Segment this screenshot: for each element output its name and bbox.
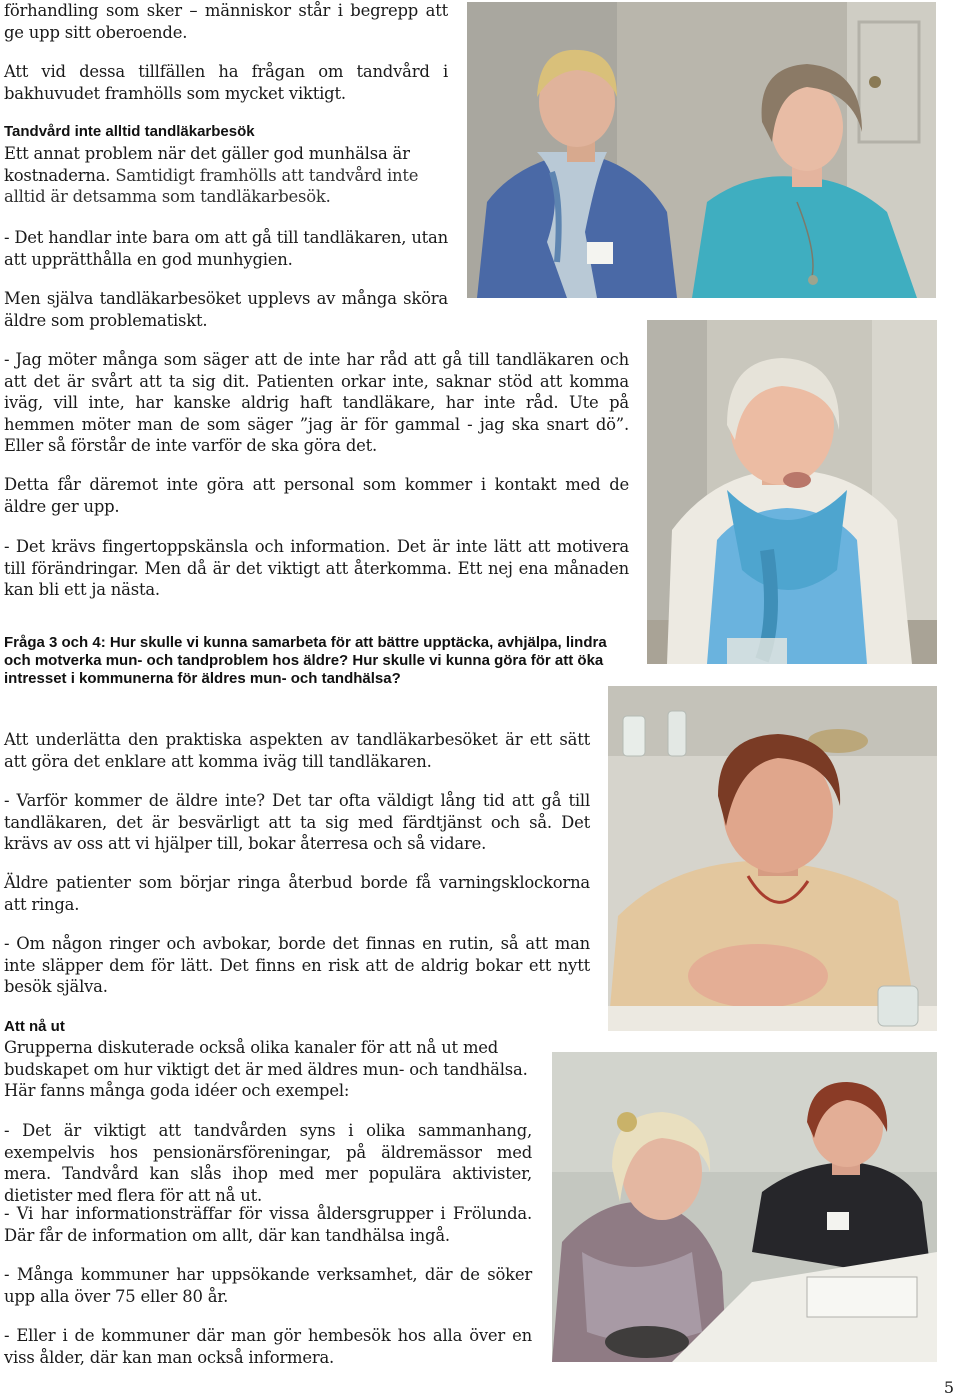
- quote-paragraph: - Det är viktigt att tandvården syns i olika sammanhang, exempelvis hos pensionärsföreningar, på äldremässor med mera. Tandvård kan slås ihop med mer populära aktivister, dietister med flera för att nå ut.: [4, 1121, 532, 1205]
- paragraph: [4, 143, 448, 208]
- quote-paragraph: - Vi har informationsträffar för vissa åldersgrupper i Frölunda. Där får de information om allt, där kan tandhälsa ingå.: [4, 1204, 532, 1245]
- quote-paragraph: - Många kommuner har uppsökande verksamhet, där de söker upp alla över 75 eller 80 år.: [4, 1265, 532, 1306]
- paragraph: Att underlätta den praktiska aspekten av tandläkarbesöket är ett sätt att göra det enklare att komma iväg till tandläkaren.: [4, 730, 590, 771]
- quote-paragraph: - Om någon ringer och avbokar, borde det finnas en rutin, så att man inte släpper dem för lätt. Det finns en risk att de aldrig bokar ett nytt besök själva.: [4, 934, 590, 997]
- photo-two-women: [467, 2, 936, 298]
- photo-two-women-at-table: [552, 1052, 937, 1362]
- paragraph: Men själva tandläkarbesöket upplevs av många sköra äldre som problematiskt.: [4, 289, 448, 330]
- quote-paragraph: - Jag möter många som säger att de inte har råd att gå till tandläkaren och att det är svårt att ta sig dit. Patienten orkar inte, saknar stöd att komma iväg, vill inte, har kanske aldrig haft tandläkare, har inte råd. Ute på hemmen möter man de som säger ”jag är för gammal - jag ska snart dö”. Eller så förstår de inte varför de ska göra det.: [4, 350, 629, 456]
- photo-woman-speaking: [647, 320, 937, 664]
- paragraph: Detta får däremot inte göra att personal som kommer i kontakt med de äldre ger upp.: [4, 475, 629, 516]
- page-number: 5: [943, 1378, 954, 1397]
- paragraph: Grupperna diskuterade också olika kanaler för att nå ut med budskapet om hur viktigt det är med äldres mun- och tandhälsa. Här fanns många goda idéer och exempel:: [4, 1038, 528, 1101]
- section-heading: Fråga 3 och 4: Hur skulle vi kunna samarbeta för att bättre upptäcka, avhjälpa, lindra och motverka mun- och tandproblem hos äldre? Hur skulle vi kunna göra för att öka intresset i kommunerna för äldres mun- och tandhälsa?: [4, 634, 607, 687]
- paragraph: Att vid dessa tillfällen ha frågan om tandvård i bakhuvudet framhölls som mycket viktigt.: [4, 62, 448, 103]
- paragraph-text: Samtidigt framhölls att tandvård inte alltid är detsamma som tandläkarbesök.: [4, 165, 419, 207]
- paragraph-text: Ett annat problem när det gäller god munhälsa är kostnaderna.: [4, 144, 410, 185]
- quote-paragraph: - Varför kommer de äldre inte? Det tar ofta väldigt lång tid att gå till tandläkaren, det är besvärligt att ta sig med färdtjänst och så. Det krävs av oss att vi hjälper till, bokar återresa och så vidare.: [4, 791, 590, 854]
- section-heading: Tandvård inte alltid tandläkarbesök: [4, 123, 255, 140]
- quote-paragraph: - Det krävs fingertoppskänsla och information. Det är inte lätt att motivera till förändringar. Men då är det viktigt att återkomma. Ett nej ena månaden kan bli ett ja nästa.: [4, 537, 629, 600]
- quote-paragraph: - Eller i de kommuner där man gör hembesök hos alla över en viss ålder, där kan man också informera.: [4, 1326, 532, 1367]
- paragraph: Äldre patienter som börjar ringa återbud borde få varningsklockorna att ringa.: [4, 873, 590, 914]
- quote-paragraph: - Det handlar inte bara om att gå till tandläkaren, utan att upprätthålla en god munhygien.: [4, 228, 448, 269]
- section-heading: Att nå ut: [4, 1018, 65, 1035]
- paragraph-continued: förhandling som sker – människor står i begrepp att ge upp sitt oberoende.: [4, 1, 448, 42]
- photo-woman-clasped-hands: [608, 686, 937, 1031]
